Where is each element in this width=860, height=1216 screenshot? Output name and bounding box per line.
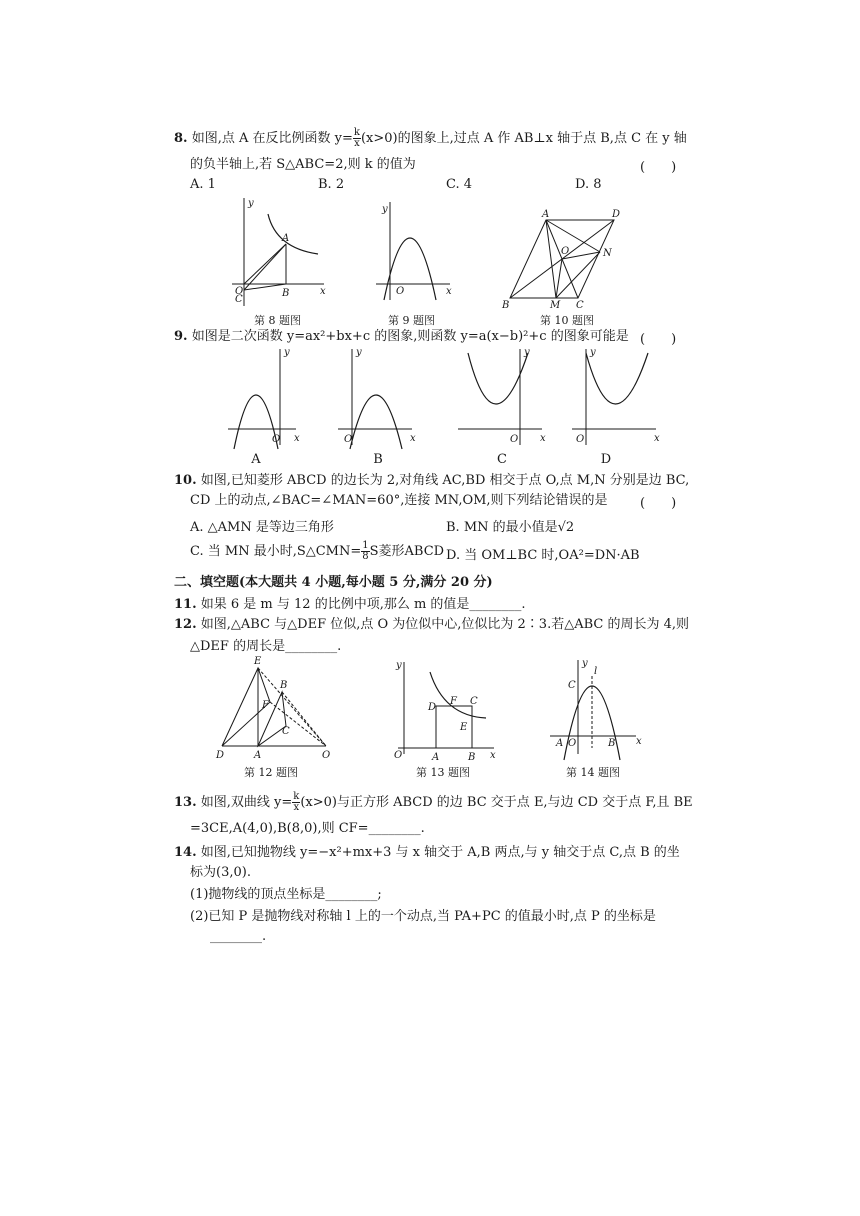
q9-option-a-graph <box>228 345 308 445</box>
q10-line1 <box>174 472 689 490</box>
q10-option-c-text-a: C. 当 MN 最小时,S△CMN= <box>190 544 362 559</box>
svg-text:O: O <box>510 434 519 445</box>
q10-option-d: D. 当 OM⊥BC 时,OA²=DN·AB <box>446 548 640 563</box>
q12-line1 <box>174 616 689 634</box>
svg-text:O: O <box>272 434 281 445</box>
figure-12 <box>214 656 334 761</box>
svg-text:M: M <box>550 300 561 311</box>
q8-fraction: $\frac{k}{x}$ <box>353 127 360 149</box>
q10-option-c-fraction: $\frac{1}{8}$ <box>362 540 369 562</box>
svg-text:D: D <box>428 702 437 713</box>
q8-line1 <box>174 128 687 149</box>
svg-text:y: y <box>396 660 402 671</box>
q13-line2: =3CE,A(4,0),B(8,0),则 CF=________. <box>190 821 425 836</box>
fig13-hyperbola <box>430 672 486 718</box>
svg-text:O: O <box>322 750 331 761</box>
q9-line <box>174 328 629 346</box>
svg-text:x: x <box>320 286 326 297</box>
q9-answer-paren: ( ) <box>640 332 677 347</box>
q13-fraction: $\frac{k}{x}$ <box>293 791 300 813</box>
svg-text:y: y <box>524 347 530 358</box>
svg-text:O: O <box>394 750 403 761</box>
svg-text:C: C <box>576 300 584 311</box>
svg-text:C: C <box>282 726 290 737</box>
q10-option-c <box>190 540 444 562</box>
fig8-segment-oa <box>244 244 286 284</box>
svg-text:D: D <box>612 209 621 220</box>
fig12-line-bo <box>282 692 326 746</box>
svg-text:y: y <box>582 658 588 669</box>
q12-line2: △DEF 的周长是________. <box>190 639 342 654</box>
svg-text:y: y <box>284 347 290 358</box>
q9-option-b-label: B <box>373 452 383 467</box>
section-2-heading: 二、填空题(本大题共 4 小题,每小题 5 分,满分 20 分) <box>174 575 493 590</box>
q8-line2: 的负半轴上,若 S△ABC=2,则 k 的值为 <box>190 157 416 172</box>
q9-option-a-label: A <box>251 452 261 467</box>
figure-14 <box>550 652 650 762</box>
svg-text:y: y <box>590 347 596 358</box>
fig9-parabola <box>384 238 436 300</box>
q13-number: 13. <box>174 795 197 810</box>
q8-option-a: A. 1 <box>190 177 216 192</box>
q14-sub1: (1)抛物线的顶点坐标是________; <box>190 887 382 902</box>
fig12-caption: 第 12 题图 <box>244 766 298 779</box>
q14-text-1: 如图,已知抛物线 y=−x²+mx+3 与 x 轴交于 A,B 两点,与 y 轴交于点 C,点 B 的坐 <box>200 845 680 860</box>
figure-10 <box>502 210 632 310</box>
q9b-curve <box>350 395 402 449</box>
q13-text-a: 如图,双曲线 y= <box>200 795 293 810</box>
svg-text:B: B <box>502 300 510 311</box>
q14-sub2-line2: ________. <box>210 929 267 944</box>
svg-text:N: N <box>603 248 612 259</box>
svg-text:A: A <box>432 752 440 763</box>
svg-text:O: O <box>568 738 577 749</box>
svg-text:D: D <box>216 750 225 761</box>
q8-answer-paren: ( ) <box>640 160 677 175</box>
q9-option-d-graph <box>572 345 662 445</box>
svg-text:x: x <box>410 433 416 444</box>
svg-text:C: C <box>235 294 243 305</box>
q12-text-1: 如图,△ABC 与△DEF 位似,点 O 为位似中心,位似比为 2∶3.若△ABC 的周长为 4,则 <box>200 617 690 632</box>
svg-text:x: x <box>294 433 300 444</box>
fig9-caption: 第 9 题图 <box>388 314 435 327</box>
svg-text:A: A <box>556 738 564 749</box>
svg-text:y: y <box>382 204 388 215</box>
q10-option-c-text-b: S菱形ABCD <box>369 544 445 559</box>
q12-number: 12. <box>174 617 197 632</box>
fig13-caption: 第 13 题图 <box>416 766 470 779</box>
q14-sub2-line1: (2)已知 P 是抛物线对称轴 l 上的一个动点,当 PA+PC 的值最小时,点 P 的坐标是 <box>190 909 656 924</box>
q9-option-c-label: C <box>497 452 507 467</box>
svg-text:E: E <box>460 722 468 733</box>
svg-text:x: x <box>446 286 452 297</box>
svg-text:E: E <box>254 656 262 667</box>
figure-13 <box>390 658 500 763</box>
svg-text:O: O <box>235 286 244 297</box>
svg-text:x: x <box>654 433 660 444</box>
svg-text:A: A <box>282 233 290 244</box>
svg-text:y: y <box>248 198 254 209</box>
svg-text:O: O <box>396 286 405 297</box>
svg-text:y: y <box>356 347 362 358</box>
svg-text:B: B <box>282 288 290 299</box>
q11-text: 如果 6 是 m 与 12 的比例中项,那么 m 的值是________. <box>200 597 526 612</box>
q9d-curve <box>586 353 648 404</box>
q13-line1 <box>174 792 693 813</box>
fig12-line-fo <box>270 702 326 746</box>
q10-option-a: A. △AMN 是等边三角形 <box>190 520 334 535</box>
q9-number: 9. <box>174 329 188 344</box>
q14-line2: 标为(3,0). <box>190 865 251 880</box>
svg-text:O: O <box>561 246 570 257</box>
q13-text-b: (x>0)与正方形 ABCD 的边 BC 交于点 E,与边 CD 交于点 F,且 BE <box>300 795 693 810</box>
q14-number: 14. <box>174 845 197 860</box>
q9-option-c-graph <box>458 345 548 445</box>
svg-text:x: x <box>490 750 496 761</box>
svg-text:O: O <box>576 434 585 445</box>
q9-option-d-label: D <box>600 452 612 467</box>
svg-text:A: A <box>542 209 550 220</box>
q9-option-b-graph <box>338 345 418 445</box>
q9c-curve <box>468 353 528 404</box>
q10-answer-paren: ( ) <box>640 496 677 511</box>
q8-option-b: B. 2 <box>318 177 345 192</box>
svg-text:O: O <box>344 434 353 445</box>
q10-line2: CD 上的动点,∠BAC=∠MAN=60°,连接 MN,OM,则下列结论错误的是 <box>190 493 608 508</box>
fig8-hyperbola <box>268 214 318 254</box>
q11-line <box>174 596 526 614</box>
fig8-segment-ac <box>244 244 286 290</box>
q11-number: 11. <box>174 597 197 612</box>
svg-text:x: x <box>540 433 546 444</box>
figure-9 <box>376 196 456 306</box>
fig14-caption: 第 14 题图 <box>566 766 620 779</box>
q8-option-c: C. 4 <box>446 177 473 192</box>
fig10-caption: 第 10 题图 <box>540 314 594 327</box>
svg-text:B: B <box>280 680 288 691</box>
svg-text:F: F <box>262 700 269 711</box>
q8-text-b: (x>0)的图象上,过点 A 作 AB⊥x 轴于点 B,点 C 在 y 轴 <box>360 131 687 146</box>
svg-text:A: A <box>254 750 262 761</box>
svg-text:C: C <box>568 680 576 691</box>
fig8-segment-bc <box>244 284 286 290</box>
q8-option-d: D. 8 <box>575 177 602 192</box>
svg-text:C: C <box>470 696 478 707</box>
svg-text:B: B <box>468 752 476 763</box>
q14-line1 <box>174 844 680 862</box>
svg-text:B: B <box>608 738 616 749</box>
figure-8 <box>232 196 332 306</box>
q9-text: 如图是二次函数 y=ax²+bx+c 的图象,则函数 y=a(x−b)²+c 的图象可能是 <box>191 329 629 344</box>
q10-option-b: B. MN 的最小值是√2 <box>446 520 575 535</box>
svg-text:x: x <box>636 736 642 747</box>
svg-text:l: l <box>594 666 598 677</box>
q8-text-a: 如图,点 A 在反比例函数 y= <box>191 131 353 146</box>
q10-text-1: 如图,已知菱形 ABCD 的边长为 2,对角线 AC,BD 相交于点 O,点 M,N 分别是边 BC, <box>200 473 690 488</box>
fig8-caption: 第 8 题图 <box>254 314 301 327</box>
svg-text:F: F <box>450 696 457 707</box>
q8-number: 8. <box>174 131 188 146</box>
q10-number: 10. <box>174 473 197 488</box>
